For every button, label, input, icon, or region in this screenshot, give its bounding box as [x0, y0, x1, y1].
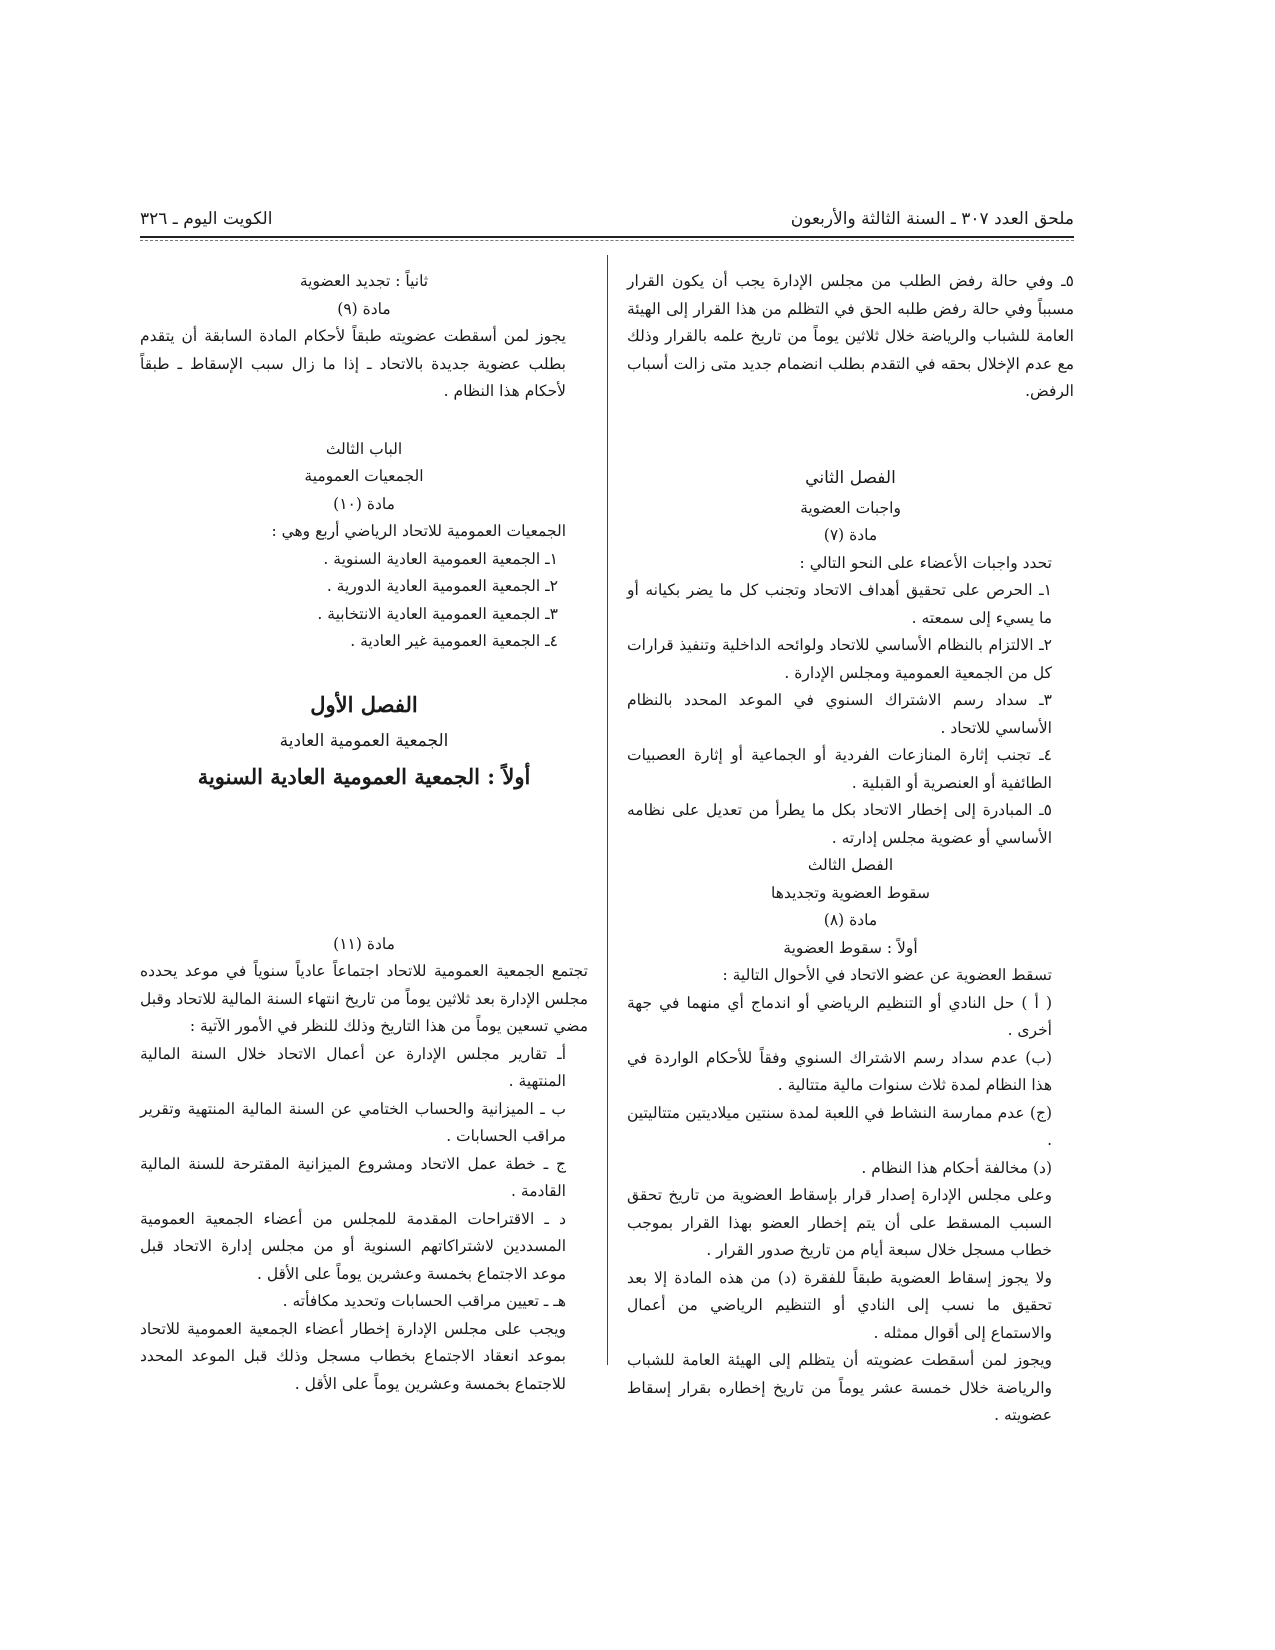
section-title: أولاً : الجمعية العمومية العادية السنوية	[197, 763, 531, 789]
paragraph: ويجوز لمن أسقطت عضويته أن يتظلم إلى الهيئة العامة للشباب والرياضة خلال خمسة عشر يوماً من تاريخ إخطاره بقرار إسقاط عضويته .	[627, 1351, 1052, 1424]
list-item: ( أ ) حل النادي أو التنظيم الرياضي أو اندماج أي منهما في جهة أخرى .	[627, 993, 1052, 1039]
paragraph: يجوز لمن أسقطت عضويته طبقاً لأحكام المادة السابقة أن يتقدم بطلب عضوية جديدة بالاتحاد ـ إذا ما زال سبب الإسقاط ـ طبقاً لأحكام هذا النظام .	[140, 327, 566, 400]
article-number: مادة (٩)	[337, 299, 391, 318]
header-publication-page: الكويت اليوم ـ ٣٢٦	[140, 209, 273, 229]
left-column	[140, 268, 588, 1398]
paragraph: تجتمع الجمعية العمومية للاتحاد اجتماعاً عادياً سنوياً في موعد يحدده مجلس الإدارة بعد ثلاثين يوماً من تاريخ انتهاء السنة المالية للاتحاد وقبل مضي تسعين يوماً من هذا التاريخ وذلك للنظر في الأمور الآتية :	[140, 962, 588, 1035]
page-header	[140, 207, 1074, 231]
chapter-title: الفصل الثالث	[807, 856, 894, 874]
article-number: مادة (١١)	[333, 934, 395, 953]
list-item: (ج) عدم ممارسة النشاط في اللعبة لمدة سنتين ميلاديتين متتاليتين .	[627, 1103, 1052, 1149]
list-item: أـ تقارير مجلس الإدارة عن أعمال الاتحاد خلال السنة المالية المنتهية .	[140, 1044, 566, 1090]
chapter-subtitle: واجبات العضوية	[800, 498, 901, 517]
list-item: ٣ـ سداد رسم الاشتراك السنوي في الموعد المحدد بالنظام الأساسي للاتحاد .	[627, 691, 1052, 737]
chapter-title: الفصل الثاني	[805, 467, 896, 488]
paragraph: ولا يجوز إسقاط العضوية طبقاً للفقرة (د) من هذه المادة إلا بعد تحقيق ما نسب إلى النادي أو التنظيم الرياضي من أعمال والاستماع إلى أقوال ممثله .	[627, 1268, 1052, 1342]
list-item: ٢ـ الجمعية العمومية العادية الدورية .	[326, 577, 558, 595]
right-column	[627, 268, 1074, 1430]
list-item: ٤ـ تجنب إثارة المنازعات الفردية أو الجماعية أو إثارة العصبيات الطائفية أو العنصرية أو القبلية .	[627, 746, 1052, 792]
list-item: ب ـ الميزانية والحساب الختامي عن السنة المالية المنتهية وتقرير مراقب الحسابات .	[140, 1099, 566, 1145]
list-item: ١ـ الجمعية العمومية العادية السنوية .	[323, 549, 558, 568]
header-issue-info: ملحق العدد ٣٠٧ ـ السنة الثالثة والأربعون	[790, 209, 1074, 229]
article-intro: تحدد واجبات الأعضاء على النحو التالي :	[799, 553, 1052, 572]
chapter-subtitle: الجمعية العمومية العادية	[279, 730, 449, 751]
list-item: (د) مخالفة أحكام هذا النظام .	[861, 1158, 1052, 1177]
list-item: ٤ـ الجمعية العمومية غير العادية .	[350, 632, 558, 650]
article-intro: تسقط العضوية عن عضو الاتحاد في الأحوال التالية :	[722, 966, 1052, 984]
part-title: الباب الثالث	[325, 439, 403, 458]
list-item: ١ـ الحرص على تحقيق أهداف الاتحاد وتجنب كل ما يضر بكيانه أو ما يسيء إلى سمعته .	[627, 581, 1052, 627]
header-rule-dashed	[140, 240, 1074, 241]
paragraph: ويجب على مجلس الإدارة إخطار أعضاء الجمعية العمومية للاتحاد بموعد انعقاد الاجتماع بخطاب مسجل وذلك قبل الموعد المحدد للاجتماع بخمسة وعشرين يوماً على الأقل .	[140, 1319, 566, 1393]
column-separator	[607, 255, 608, 1365]
section-title: ثانياً : تجديد العضوية	[299, 272, 429, 290]
article-number: مادة (١٠)	[333, 494, 395, 513]
list-item: ٢ـ الالتزام بالنظام الأساسي للاتحاد ولوائحه الداخلية وتنفيذ قرارات كل من الجمعية العمومية ومجلس الإدارة .	[627, 636, 1052, 682]
section-title: أولاً : سقوط العضوية	[783, 938, 918, 957]
article-intro: الجمعيات العمومية للاتحاد الرياضي أربع وهي :	[271, 522, 566, 540]
article-number: مادة (٨)	[823, 911, 878, 929]
list-item: هـ ـ تعيين مراقب الحسابات وتحديد مكافأته .	[282, 1292, 566, 1310]
list-item: ٣ـ الجمعية العمومية العادية الانتخابية .	[317, 604, 558, 623]
article-number: مادة (٧)	[823, 526, 878, 544]
list-item: د ـ الاقتراحات المقدمة للمجلس من أعضاء الجمعية العمومية المسددين لاشتراكاتهم السنوية أو من مجلس إدارة الاتحاد قبل موعد الاجتماع بخمسة وعشرين يوماً على الأقل .	[140, 1209, 566, 1283]
list-item: ج ـ خطة عمل الاتحاد ومشروع الميزانية المقترحة للسنة المالية القادمة .	[140, 1154, 566, 1200]
part-subtitle: الجمعيات العمومية	[304, 467, 424, 485]
list-item: ٥ـ المبادرة إلى إخطار الاتحاد بكل ما يطرأ من تعديل على نظامه الأساسي أو عضوية مجلس إدارته .	[627, 801, 1052, 847]
header-rule	[140, 236, 1074, 238]
paragraph: وعلى مجلس الإدارة إصدار قرار بإسقاط العضوية من تاريخ تحقق السبب المسقط على أن يتم إخطار العضو بهذا القرار بموجب خطاب مسجل خلال سبعة أيام من تاريخ صدور القرار .	[627, 1186, 1052, 1259]
paragraph-rejection: ٥ـ وفي حالة رفض الطلب من مجلس الإدارة يجب أن يكون القرار مسبباً وفي حالة رفض طلبه الحق في التظلم من هذا القرار إلى الهيئة العامة للشباب والرياضة خلال ثلاثين يوماً من تاريخ علمه بالقرار وذلك مع عدم الإخلال بحقه في التقدم بطلب انضمام جديد متى زالت أسباب الرفض.	[627, 272, 1074, 400]
chapter-subtitle: سقوط العضوية وتجديدها	[771, 883, 930, 902]
list-item: (ب) عدم سداد رسم الاشتراك السنوي وفقاً للأحكام الواردة في هذا النظام لمدة ثلاث سنوات مالية متتالية .	[627, 1048, 1052, 1094]
chapter-title: الفصل الأول	[310, 691, 418, 717]
